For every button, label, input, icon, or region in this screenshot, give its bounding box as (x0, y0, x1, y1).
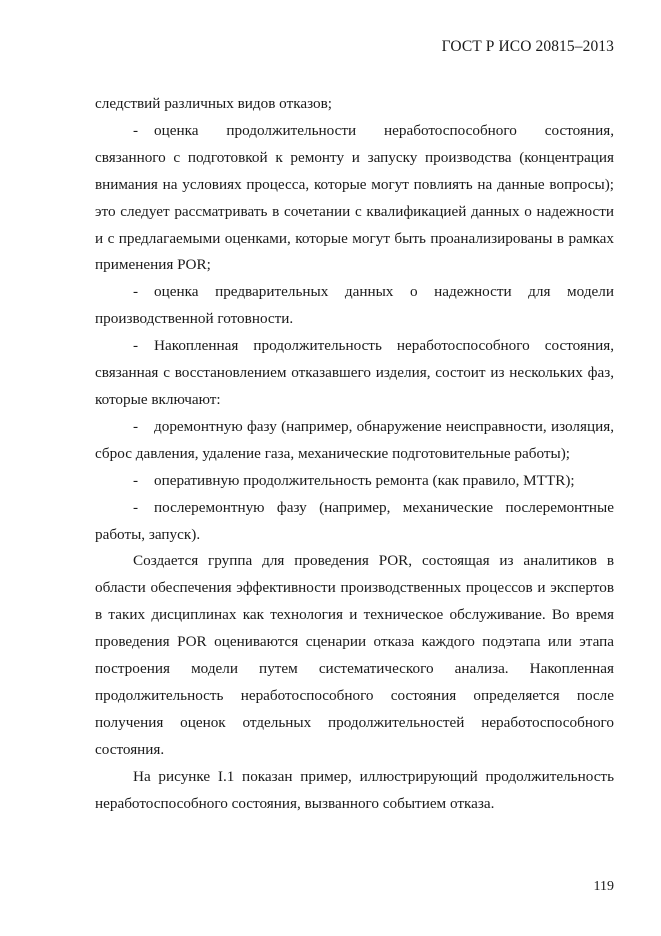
paragraph-continuation (95, 91, 614, 118)
paragraph (95, 548, 614, 763)
list-dash: - (133, 417, 139, 435)
list-item (95, 118, 614, 279)
paragraph-text: оперативную продолжительность ремонта (как правило, MTTR); (154, 471, 575, 489)
paragraph-text: доремонтную фазу (например, обнаружение неисправности, изоляция, сброс давления, удаление газа, механические подготовительные работы); (95, 417, 614, 462)
paragraph-text: следствий различных видов отказов; (95, 95, 332, 112)
page-body (95, 91, 614, 817)
standard-code: ГОСТ Р ИСО 20815–2013 (441, 38, 614, 55)
list-dash: - (133, 283, 139, 301)
paragraph-text: Накопленная продолжительность неработоспособного состояния, связанная с восстановлением отказавшего изделия, состоит из нескольких фаз, которые включают: (95, 337, 614, 408)
paragraph-text: Создается группа для проведения POR, состоящая из аналитиков в области обеспечения эффективности производственных процессов и экспертов в таких дисциплинах как технология и техническое обслуживание. Во время проведения POR оцениваются сценарии отказа каждого подэтапа или этапа построения модели путем систематического анализа. Накопленная продолжительность неработоспособного состояния определяется после получения оценок отдельных продолжительностей неработоспособного состояния. (95, 552, 614, 758)
document-header (442, 38, 614, 56)
list-item (95, 414, 614, 468)
list-dash: - (133, 471, 139, 489)
paragraph-text: послеремонтную фазу (например, механические послеремонтные работы, запуск). (95, 498, 614, 543)
list-item (95, 333, 614, 414)
list-dash: - (133, 498, 139, 516)
list-item (95, 495, 614, 549)
list-dash: - (133, 337, 139, 355)
list-dash: - (133, 121, 139, 139)
page-footer (594, 879, 614, 895)
list-item (95, 279, 614, 333)
list-item (95, 468, 614, 495)
paragraph-text: оценка предварительных данных о надежности для модели производственной готовности. (95, 283, 614, 328)
paragraph-text: На рисунке I.1 показан пример, иллюстрирующий продолжительность неработоспособного состояния, вызванного событием отказа. (95, 767, 614, 812)
paragraph-text: оценка продолжительности неработоспособного состояния, связанного с подготовкой к ремонту и запуску производства (концентрация внимания на условиях процесса, которые могут повлиять на данные вопросы); это следует рассматривать в сочетании с квалификацией данных о надежности и с предлагаемыми оценками, которые могут быть проанализированы в рамках применения POR; (95, 121, 614, 274)
paragraph (95, 764, 614, 818)
page-number: 119 (593, 879, 614, 894)
